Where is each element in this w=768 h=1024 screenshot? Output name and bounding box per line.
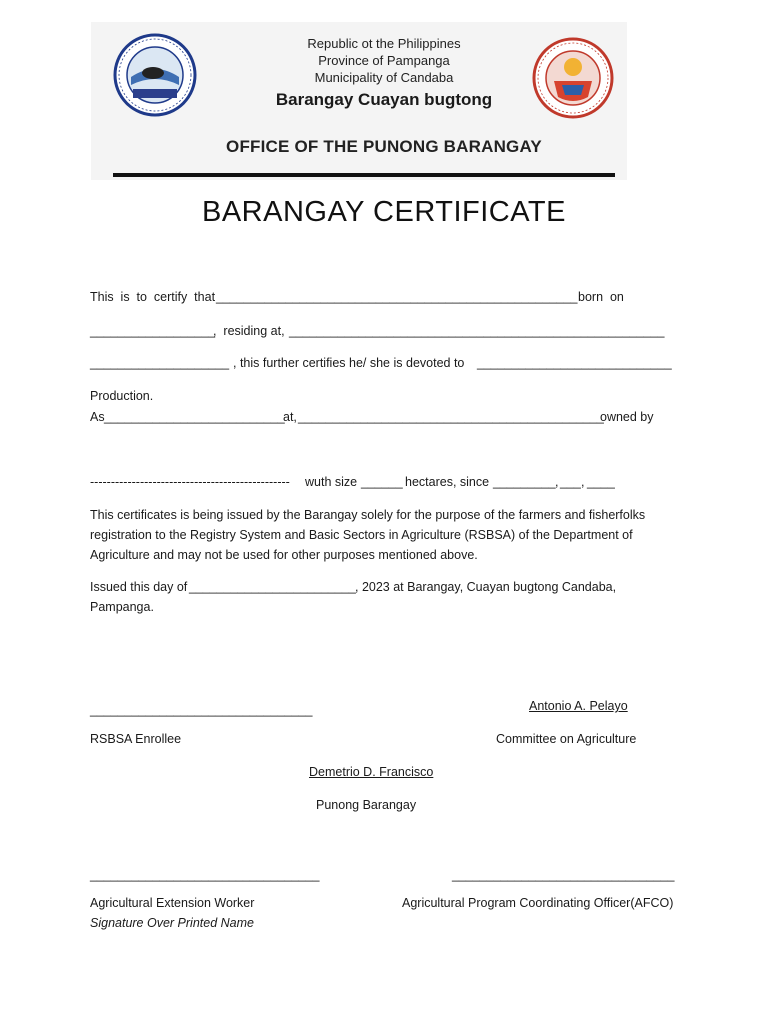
signature-note: Signature Over Printed Name [90,916,254,930]
republic-line: Republic ot the Philippines [307,36,461,51]
barangay-name: Barangay Cuayan bugtong [275,90,493,109]
address-cont-blank: ____________________ [90,356,230,370]
issued-province: Pampanga. [90,600,154,614]
size-label: wuth size [305,475,358,489]
devoted-label: , this further certifies he/ she is devoted to [233,356,465,370]
as-label: As [90,410,105,424]
owned-by-label: owned by [600,410,654,424]
punong-name: Demetrio D. Francisco [309,765,434,779]
committee-name: Antonio A. Pelayo [529,699,628,713]
role-blank: __________________________ [104,410,285,424]
issued-day-blank: ________________________ [189,580,356,594]
purpose-paragraph: This certificates is being issued by the Barangay solely for the purpose of the farmers and fisherfolks registration to the Registry System and Basic Sectors in Agriculture (RSBSA) of the Department of Agriculture and may not be used for other purposes mentioned above. [90,508,646,562]
at-label: at, [283,410,297,424]
birthdate-blank: __________________ [90,324,216,338]
born-on-label: born on [578,290,624,304]
since-year-blank: ____ [587,475,615,489]
since-day-blank: ___ [560,475,581,489]
certify-intro: This is to certify that [90,290,216,304]
enrollee-label: RSBSA Enrollee [90,732,182,746]
office-heading: OFFICE OF THE PUNONG BARANGAY [226,137,542,156]
name-blank: ____________________________________________________ [216,290,578,304]
committee-label: Committee on Agriculture [496,732,637,746]
residing-label: , residing at, [213,324,285,338]
enrollee-signature-line: ________________________________ [90,703,313,717]
aew-label: Agricultural Extension Worker [90,896,255,910]
hectares-since-label: hectares, since [405,475,490,489]
comma-1: , [555,475,559,489]
issued-label: Issued this day of [90,580,188,594]
production-label: Production. [90,389,154,403]
location-blank: ____________________________________________ [298,410,604,424]
comma-2: , [581,475,585,489]
aew-signature-line: _________________________________ [90,868,320,882]
document-title: BARANGAY CERTIFICATE [202,196,566,228]
punong-label: Punong Barangay [316,798,417,812]
afco-label: Agricultural Program Coordinating Officer(AFCO) [402,896,674,910]
owner-dashes: ------------------------------------------------ [90,475,290,489]
since-month-blank: _________ [493,475,556,489]
province-line: Province of Pampanga [318,53,450,68]
production-type-blank: ____________________________ [477,356,672,370]
address-blank: ______________________________________________________ [289,324,665,338]
municipality-line: Municipality of Candaba [314,70,454,85]
size-blank: ______ [361,475,403,489]
afco-signature-line: ________________________________ [452,868,675,882]
issued-place: , 2023 at Barangay, Cuayan bugtong Candaba, [355,580,617,594]
header-divider [113,173,615,177]
